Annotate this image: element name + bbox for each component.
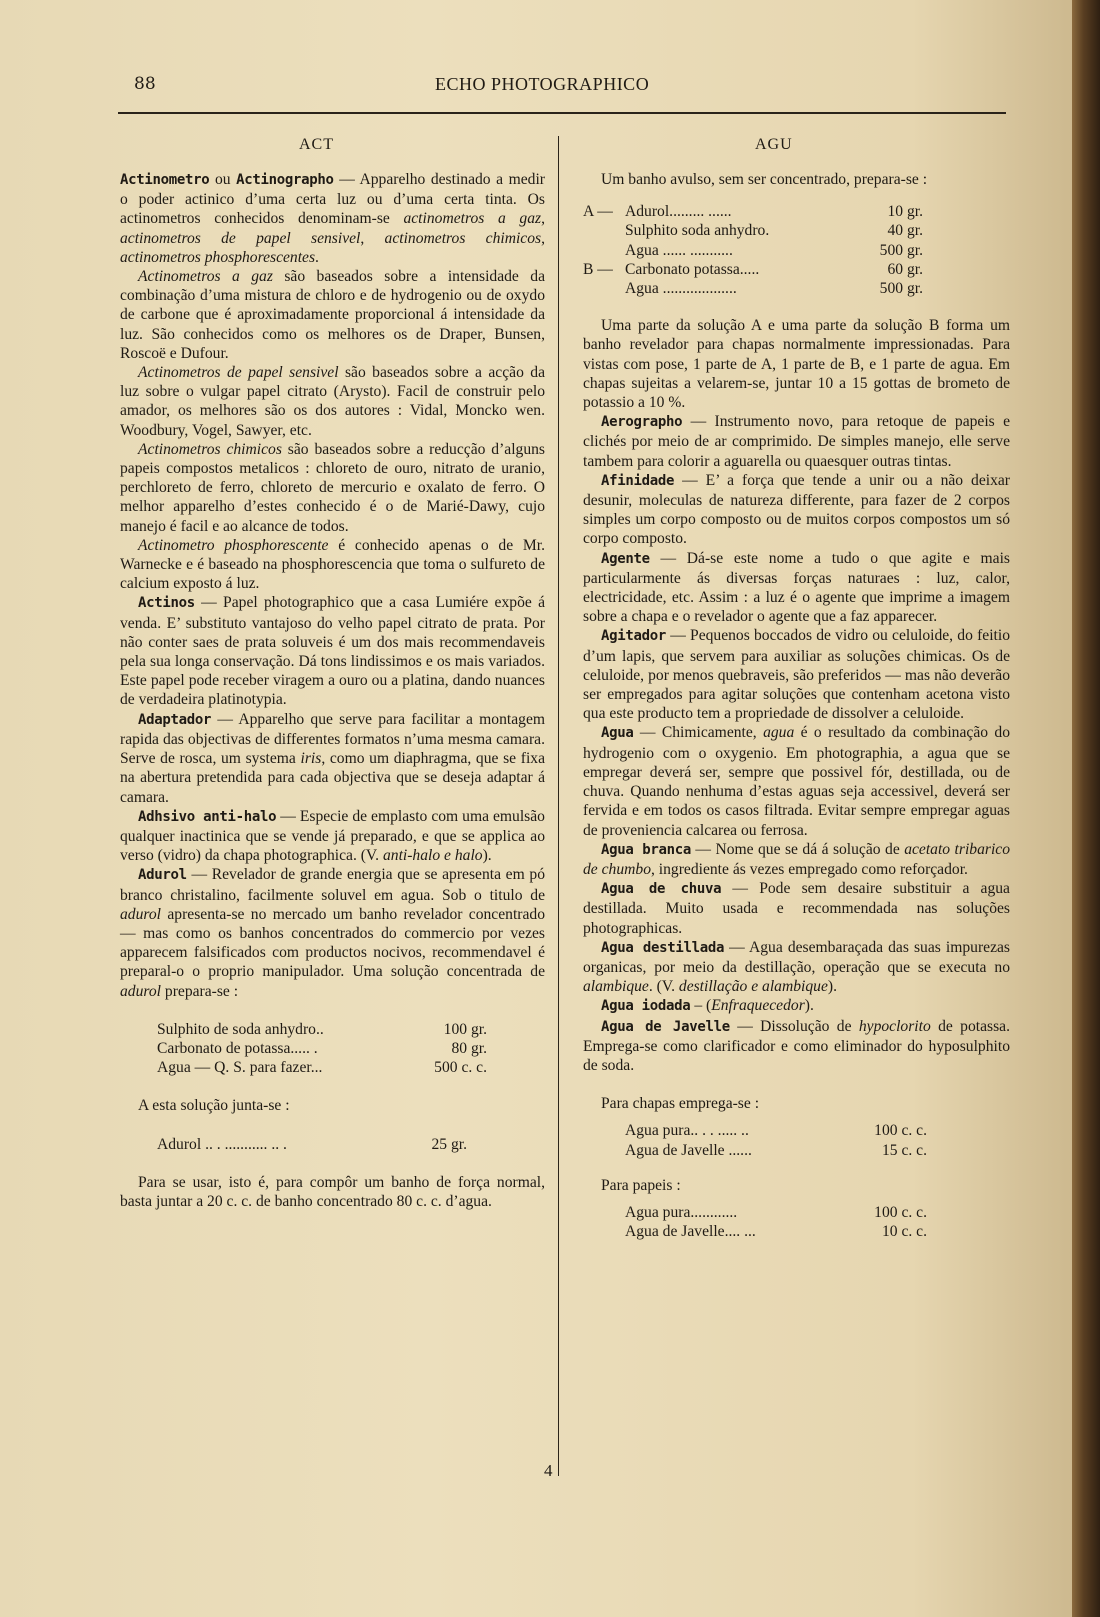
- entry-agitador: Agitador — Pequenos boccados de vidro ou celuloide, do feitio d’um lapis, que servem para auxiliar as soluções chimicas. Os de celuloide, por menos quebraveis, são preferidos — mas não deverão ser empregados para agitar soluções que contenham acetona visto qua este producto tem a propriedade de dissolver a celuloide.: [583, 627, 1010, 723]
- paragraph-chapas-intro: Para chapas emprega-se :: [601, 1095, 760, 1113]
- paragraph-papeis-intro: Para papeis :: [601, 1176, 681, 1194]
- formula-row: Agua pura.. . . ..... .. 100 c. c.: [625, 1122, 927, 1140]
- entry-adaptador: Adaptador — Apparelho que serve para facilitar a montagem rapida das objectivas de differentes formatos n’uma mesma camara. Serve de rosca, um systema iris, como um diaphragma, que se fixa na abertura pretendida para cada objectiva que se deseja adaptar á camara.: [120, 710, 545, 806]
- entry-agua: Agua — Chimicamente, agua é o resultado da combinação do hydrogenio com o oxygenio. Em photographia, a agua que se empregar deverá ser, sempre que possivel fór, destillada, ou de chuva. Quando nenhuma d’estas aguas seja accessivel, deverá ser fervida e em todos os casos filtrada. Evitar sempre empregar aguas de proveniencia calcarea ou ferrosa.: [583, 724, 1010, 839]
- entry-agua-de-chuva: Agua de chuva — Pode sem desaire substituir a agua destillada. Muito usada e recommendada nas soluções photographicas.: [583, 880, 1010, 937]
- running-head: [0, 74, 1000, 96]
- entry-afinidade: Afinidade — E’ a força que tende a unir ou a não deixar desunir, moleculas de natureza differente, para fazer de 2 corpos simples um corpo composto ou de muitos corpos compostos um só corpo composto.: [583, 471, 1010, 548]
- book-spine-edge: [1072, 0, 1100, 1617]
- formula-adurol-add: [157, 1135, 467, 1154]
- paragraph-gaz: Actinometros a gaz são baseados sobre a intensidade da combinação d’uma mistura de chloro e de hydrogenio ou de oxydo de carbone que é aproximadamente proporcional á intensidade da luz. São conhecidos como os melhores os de Draper, Bunsen, Roscoë e Dufour.: [120, 268, 545, 362]
- formula-row: Agua de Javelle.... ... 10 c. c.: [625, 1223, 927, 1241]
- formula-row: B — Carbonato potassa..... 60 gr.: [583, 260, 923, 278]
- left-column-heading: ACT: [299, 136, 334, 153]
- column-divider: [558, 136, 559, 1476]
- formula-row: Agua de Javelle ...... 15 c. c.: [625, 1141, 927, 1159]
- paragraph-final: Para se usar, isto é, para compôr um banho de força normal, basta juntar a 20 c. c. de banho concentrado 80 c. c. d’agua.: [120, 1173, 545, 1210]
- paragraph-banho-avulso: Um banho avulso, sem ser concentrado, prepara-se :: [601, 171, 928, 188]
- formula-banho-avulso: [583, 202, 923, 298]
- entry-agente: Agente — Dá-se este nome a tudo o que agite e mais particularmente ás diversas forças naturaes : luz, calor, electricidade, etc. Assim : a luz é o agente que imprime a imagem sobre a chapa e o revelador o agente que a faz apparecer.: [583, 549, 1010, 626]
- paragraph-phosphorescente: Actinometro phosphorescente é conhecido apenas o de Mr. Warnecke e é baseado na phosphorescencia que toma o sulfureto de calcium exposto á luz.: [120, 536, 545, 593]
- formula-row: Agua ................... 500 gr.: [625, 280, 923, 298]
- header-rule: [118, 112, 1006, 114]
- entry-agua-destillada: Agua destillada — Agua desembaraçada das suas impurezas organicas, por meio da destillação, operação que se executa no alambique. (V. destillação e alambique).: [583, 938, 1010, 996]
- signature-mark: 4: [544, 1461, 553, 1480]
- right-column-heading: AGU: [755, 136, 793, 153]
- entry-term: Actinographo: [236, 172, 334, 188]
- entry-actinometro: Actinometro ou Actinographo — Apparelho destinado a medir o poder actinico d’uma certa luz ou d’uma certa tinta. Os actinometros conhecidos denominam-se actinometros a gaz, actinometros de papel sensivel, actinometros chimicos, actinometros phosphorescentes.: [120, 171, 545, 266]
- entry-agua-branca: Agua branca — Nome que se dá á solução de acetato tribarico de chumbo, ingrediente ás vezes empregado como reforçador.: [583, 840, 1010, 878]
- left-column: [120, 170, 545, 1211]
- formula-adurol-concentrado: [157, 1020, 487, 1078]
- formula-row: A — Adurol......... ...... 10 gr.: [583, 203, 923, 221]
- entry-adurol: Adurol — Revelador de grande energia que se apresenta em pó branco christalino, facilmente soluvel em agua. Sob o titulo de adurol apresenta-se no mercado um banho revelador concentrado — mas como os banhos concentrados do commercio por vezes apparecem falsificados com productos nocivos, recommendavel é preparal-o o proprio manipulador. Uma solução concentrada de adurol prepara-se :: [120, 866, 545, 1000]
- formula-row: Sulphito soda anhydro. 40 gr.: [625, 222, 923, 240]
- entry-aerographo: Aerographo — Instrumento novo, para retoque de papeis e clichés por meio de ar comprimido. De simples manejo, elle serve tambem para colorir a aguarella ou quaesquer outras tintas.: [583, 413, 1010, 470]
- paragraph-junta: A esta solução junta-se :: [138, 1097, 290, 1115]
- entry-agua-iodada: Agua iodada – (Enfraquecedor).: [601, 997, 814, 1015]
- right-column: [583, 170, 1010, 1241]
- formula-row: Agua ...... ........... 500 gr.: [625, 241, 923, 259]
- paragraph-papel-sensivel: Actinometros de papel sensivel são baseados sobre a acção da luz sobre o vulgar papel citrato (Arysto). Facil de construir pelo amador, os melhores são os dos autores : Vidal, Moncko wen. Woodbury, Vogel, Sawyer, etc.: [120, 364, 545, 439]
- formula-row: Adurol .. . ........... .. . 25 gr.: [157, 1135, 467, 1153]
- formula-chapas: [625, 1121, 927, 1159]
- paragraph-uma-parte: Uma parte da solução A e uma parte da solução B forma um banho revelador para chapas normalmente impressionadas. Para vistas com pose, 1 parte de A, 1 parte de B, e 1 parte de agua. Em chapas sujeitas a velarem-se, juntar 10 a 15 gottas de brometo de potassio a 10 %.: [583, 317, 1010, 412]
- journal-title: ECHO PHOTOGRAPHICO: [435, 74, 650, 94]
- page-number: 88: [134, 74, 156, 94]
- entry-term: Actinometro: [120, 172, 210, 188]
- entry-actinos: Actinos — Papel photographico que a casa Lumiére expõe á venda. E’ substituto vantajoso do velho papel citrato de prata. Por não conter saes de prata soluveis é um dos mais recommendaveis pela sua longa conservação. Dá tons lindissimos e os mais variados. Este papel pode receber viragem a ouro ou a platina, dando nuances de verdadeira platinotypia.: [120, 594, 545, 709]
- entry-adhsivo-anti-halo: Adhsivo anti-halo — Especie de emplasto com uma emulsão qualquer inactinica que se vende já preparado, e que se applica ao verso (vidro) da chapa photographica. (V. anti-halo e halo).: [120, 807, 545, 865]
- formula-row: Sulphito de soda anhydro.. 100 gr.: [157, 1020, 487, 1038]
- paragraph-chimicos: Actinometros chimicos são baseados sobre a reducção d’alguns papeis compostos metalicos : chloreto de ouro, nitrato de uranio, perchloreto de ferro, chloreto de mercurio e oxalato de ferro. O melhor apparelho d’estes conhecido é o de Marié-Dawy, cujo manejo é facil e ao alcance de todos.: [120, 440, 546, 535]
- formula-row: Agua — Q. S. para fazer... 500 c. c.: [157, 1059, 487, 1077]
- formula-row: Agua pura............ 100 c. c.: [625, 1203, 927, 1221]
- entry-agua-de-javelle: Agua de Javelle — Dissolução de hypoclorito de potassa. Emprega-se como clarificador e como eliminador do hyposulphito de soda.: [583, 1017, 1010, 1074]
- formula-papeis: [625, 1203, 927, 1241]
- formula-row: Carbonato de potassa..... . 80 gr.: [157, 1039, 487, 1057]
